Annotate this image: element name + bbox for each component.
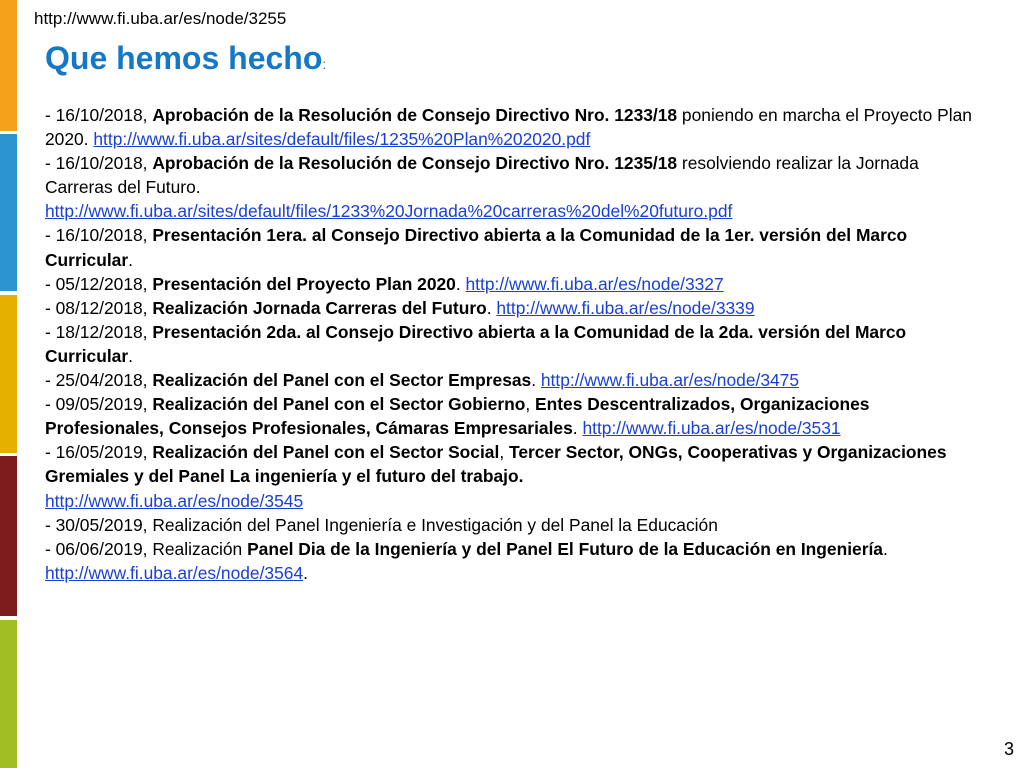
title-text: Que hemos hecho [45,40,323,76]
source-url: http://www.fi.uba.ar/es/node/3255 [34,9,287,28]
entry [45,151,985,223]
entry-date: - 18/12/2018, [45,321,153,342]
entry-text: poniendo en marcha el Proyecto Plan 2020. [45,105,972,150]
entry-text: . [303,562,308,583]
entry-text: , [525,394,536,415]
entry [45,296,985,320]
entry-text: . [531,370,541,391]
accent-bar-blue [0,134,17,291]
entry-link[interactable]: http://www.fi.uba.ar/es/node/3475 [540,370,800,391]
entry-text: . [882,538,888,559]
entry-text: . [455,273,466,294]
page-title [45,40,326,77]
entry [45,320,985,368]
entry-date: - 16/10/2018, [45,153,153,174]
entry [45,440,985,512]
accent-bar-maroon [0,456,17,616]
entry-text: . [486,297,497,318]
accent-bar-orange [0,0,17,131]
entry-date: - 16/10/2018, [45,225,153,246]
entry-text: , [499,442,509,463]
entry [45,537,985,585]
entry-link[interactable]: http://www.fi.uba.ar/sites/default/files/1233%20Jornada%20carreras%20del%20futuro.pdf [45,201,733,222]
entry-text: . [572,418,583,439]
accent-bar-yellow [0,295,17,453]
entry-text: resolviendo realizar la Jornada Carreras del Futuro. [45,153,919,198]
entry-bold: Realización del Panel con el Sector Empresas [152,370,532,391]
entry-link[interactable]: http://www.fi.uba.ar/es/node/3531 [582,418,841,439]
entry-date: - 09/05/2019, [45,394,153,415]
entry-bold: Presentación 2da. al Consejo Directivo abierta a la Comunidad de la 2da. versión del Marco Curricular [45,321,907,366]
entry-date: - 08/12/2018, [45,297,153,318]
entry [45,392,985,440]
page-number: 3 [1003,739,1014,759]
entry-bold: Presentación del Proyecto Plan 2020 [152,273,456,294]
entry-date: - 30/05/2019, Realización del Panel Ingeniería e Investigación y del Panel la Educación [45,514,718,535]
entry-date: - 06/06/2019, Realización [45,538,248,559]
entry-bold: Aprobación de la Resolución de Consejo Directivo Nro. 1233/18 [152,105,678,125]
entry-link[interactable]: http://www.fi.uba.ar/sites/default/files/1235%20Plan%202020.pdf [93,129,591,150]
accent-bar-green [0,620,17,768]
entry-text: . [128,249,133,270]
entry-date: - 16/10/2018, [45,105,153,125]
entry-bold: Realización del Panel con el Sector Social [152,442,500,463]
entry-bold: Panel Dia de la Ingeniería y del Panel El Futuro de la Educación en Ingeniería [247,538,883,559]
entry-bold: Tercer Sector, ONGs, Cooperativas y Organizaciones Gremiales y del Panel [45,442,947,487]
entry [45,272,985,296]
entry-bold: La ingeniería y el futuro del trabajo. [229,466,524,487]
entry-bold: Realización del Panel con el Sector Gobierno [152,394,526,415]
entry [45,368,985,392]
entry [45,103,985,151]
entry-link[interactable]: http://www.fi.uba.ar/es/node/3327 [465,273,724,294]
entry-date: - 05/12/2018, [45,273,153,294]
entry-link[interactable]: http://www.fi.uba.ar/es/node/3545 [45,490,304,511]
entry-bold: Presentación 1era. al Consejo Directivo abierta a la Comunidad de la 1er. versión del Marco Curricular [45,225,908,270]
title-colon: : [322,56,327,72]
entry-bold: Aprobación de la Resolución de Consejo Directivo Nro. 1235/18 [152,153,678,174]
entry-text: . [128,345,133,366]
entry [45,223,985,271]
entry-link[interactable]: http://www.fi.uba.ar/es/node/3339 [496,297,755,318]
entry-bold: Entes Descentralizados, Organizaciones Profesionales, Consejos Profesionales, Cámaras Empresariales [45,394,870,439]
entry-date: - 16/05/2019, [45,442,153,463]
entries-list [45,103,985,585]
entry-link[interactable]: http://www.fi.uba.ar/es/node/3564 [45,562,304,583]
entry-bold: Realización Jornada Carreras del Futuro [152,297,487,318]
entry-date: - 25/04/2018, [45,370,153,391]
entry [45,513,985,537]
